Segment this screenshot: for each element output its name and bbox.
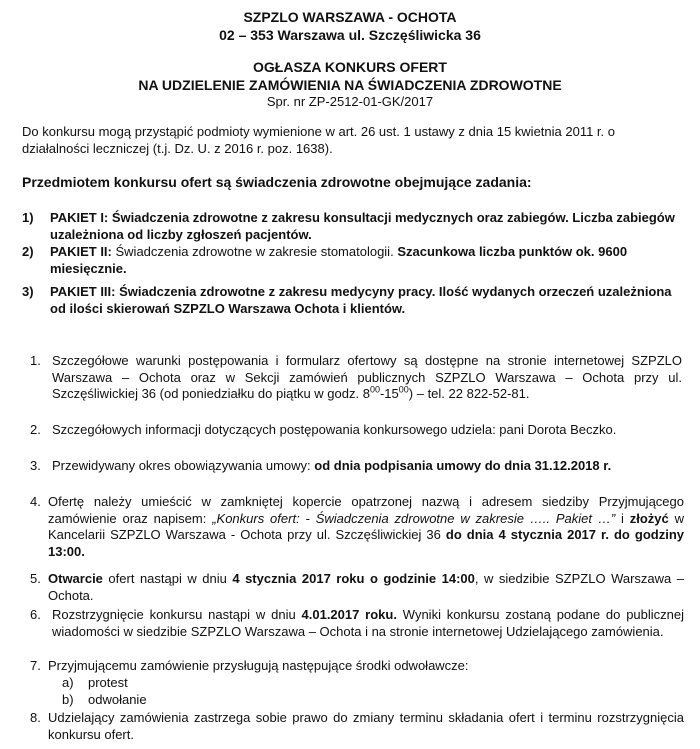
list-item-6 [30,607,684,657]
item-text: Udzielający zamówienia zastrzega sobie prawo do zmiany terminu składania ofert i terminu rozstrzygnięcia konkursu ofert. [48,710,684,742]
package-text: PAKIET I: Świadczenia zdrowotne z zakresu konsultacji medycznych oraz zabiegów. Liczba zabiegów uzależniona od liczby zgłoszeń pacjentów. [50,210,675,242]
item-number: 1. [30,353,41,368]
remedy-item-a [62,675,262,692]
item-number: 8. [30,710,41,725]
announcement-title: OGŁASZA KONKURS OFERT [253,59,447,75]
item-number: 6. [30,607,41,622]
package-name: PAKIET II: [50,244,112,259]
item-text: Przewidywany okres obowiązywania umowy: od dnia podpisania umowy do dnia 31.12.2018 r. [52,458,612,473]
list-item-3 [30,458,682,492]
remedy-item-b [62,692,262,709]
package-3 [22,284,684,318]
item-number: 4. [30,494,41,509]
item-text: Otwarcie ofert nastąpi w dniu 4 stycznia 2017 roku o godzinie 14:00, w siedzibie SZPZLO Warszawa – Ochota. [48,571,684,603]
item-number: 5. [30,571,41,586]
list-item-4 [30,494,684,560]
package-2 [22,244,684,278]
item-number: 2. [30,422,41,437]
item-text: Szczegółowe warunki postępowania i formularz ofertowy są dostępne na stronie internetowej SZPZLO Warszawa – Ochota oraz w Sekcji zamówień publicznych SZPZLO Warszawa – Ochota przy ul. Szczęśliwickiej 36 (od poniedziałku do piątku w godz. $8^{00}-15^{00}$) – tel. 22 822-52-81. [52,353,682,401]
lead-paragraph: Przedmiotem konkursu ofert są świadczenia zdrowotne obejmujące zadania: [22,174,532,190]
item-text: Ofertę należy umieścić w zamkniętej kopercie opatrzonej nazwą i adresem siedziby Przyjmującego zamówienie oraz napisem: „Konkurs ofert: - Świadczenia zdrowotne w zakresie ….. Pakiet …” i złożyć w Kancelarii SZPZLO Warszawa - Ochota przy ul. Szczęśliwickiej 36 do dnia 4 stycznia 2017 r. do godziny 13:00. [48,494,684,559]
list-item-2 [30,422,682,456]
intro-paragraph: Do konkursu mogą przystąpić podmioty wymienione w art. 26 ust. 1 ustawy z dnia 15 kwietnia 2011 r. o działalności leczniczej (t.j. Dz. U. z 2016 r. poz. 1638). [22,124,615,156]
package-text [50,244,684,277]
org-name: SZPZLO WARSZAWA - OCHOTA [243,9,457,25]
list-item-8 [30,710,684,746]
package-text: PAKIET III: Świadczenia zdrowotne z zakresu medycyny pracy. Ilość wydanych orzeczeń uzależniona od ilości skierowań SZPZLO Warszawa Ochota i klientów. [50,284,672,316]
remedy-label: a) [62,675,74,690]
package-1 [22,210,684,244]
item-text: Szczegółowych informacji dotyczących postępowania konkursowego udziela: pani Dorota Beczko. [52,422,617,437]
announcement-subject: NA UDZIELENIE ZAMÓWIENIA NA ŚWIADCZENIA ZDROWOTNE [138,77,562,93]
remedy-text: protest [88,675,128,690]
item-text: Rozstrzygnięcie konkursu nastąpi w dniu 4.01.2017 roku. Wyniki konkursu zostaną podane do publicznej wiadomości w siedzibie SZPZLO Warszawa – Ochota i na stronie internetowej Udzielającego zamówienia. [52,607,685,639]
package-number: 2) [22,244,34,259]
item-number: 7. [30,658,41,673]
remedy-text: odwołanie [88,692,147,707]
org-address: 02 – 353 Warszawa ul. Szczęśliwicka 36 [219,27,481,43]
list-item-1 [30,353,682,419]
package-desc: Świadczenia zdrowotne w zakresie stomatologii. [115,244,394,259]
package-desc-bold: Szacunkowa liczba punktów ok. 9600 miesięcznie. [50,244,628,276]
item-text: Przyjmującemu zamówienie przysługują następujące środki odwoławcze: [48,658,469,673]
remedy-label: b) [62,692,74,707]
reference-number: Spr. nr ZP-2512-01-GK/2017 [266,94,434,109]
package-number: 1) [22,210,34,225]
item-number: 3. [30,458,41,473]
package-number: 3) [22,284,34,299]
list-item-5 [30,571,684,605]
